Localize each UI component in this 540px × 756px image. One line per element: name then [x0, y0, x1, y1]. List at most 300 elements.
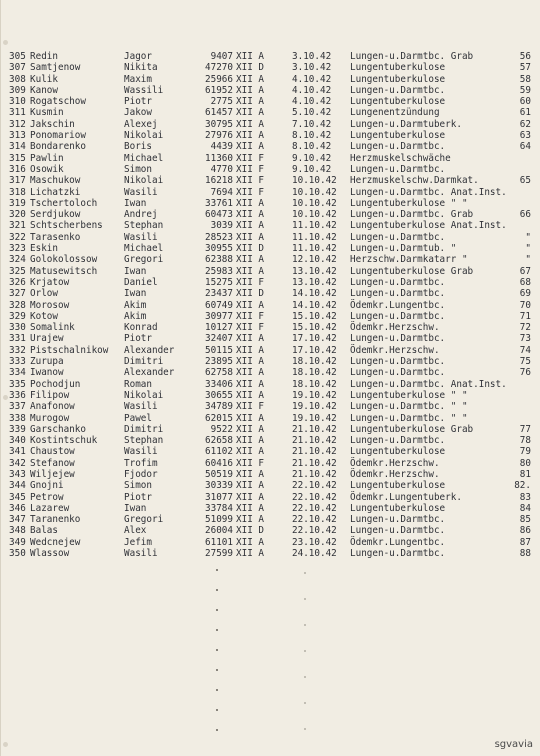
record-number: 344 [9, 480, 26, 492]
cause-of-death: Lungentuberkulose Grab [350, 423, 474, 435]
record-number: 325 [9, 265, 26, 277]
page-reference: 75 [519, 356, 531, 368]
camp-code: XII F [236, 152, 264, 164]
date-of-death: 15.10.42 [292, 322, 337, 334]
prisoner-id: 62015 [205, 412, 233, 424]
cause-of-death: Ödemkr.Lungentbc. [350, 299, 446, 311]
camp-code: XII F [236, 401, 264, 413]
surname: Samtjenow [30, 62, 81, 74]
record-row [9, 503, 539, 514]
surname: Lazarew [30, 502, 70, 514]
camp-code: XII A [236, 548, 264, 560]
page-reference: 81 [519, 468, 531, 480]
record-row [9, 220, 539, 231]
prisoner-id: 33761 [205, 197, 233, 209]
cause-of-death: Lungen-u.Darmtbc. [350, 231, 446, 243]
record-row [9, 119, 539, 130]
surname: Gnojni [30, 480, 64, 492]
record-number: 349 [9, 536, 26, 548]
record-row [9, 51, 539, 62]
surname: Pistschalnikow [30, 344, 109, 356]
record-number: 343 [9, 468, 26, 480]
page-reference: 66 [519, 209, 531, 221]
record-number: 332 [9, 344, 26, 356]
surname: Osowik [30, 163, 64, 175]
surname: Matusewitsch [30, 265, 98, 277]
date-of-death: 15.10.42 [292, 310, 337, 322]
given-name: Wasili [124, 401, 158, 413]
record-number: 340 [9, 435, 26, 447]
surname: Redin [30, 51, 58, 62]
cause-of-death: Lungen-u.Darmtbc. Grab [350, 209, 474, 221]
surname: Petrow [30, 491, 64, 503]
record-row [9, 164, 539, 175]
given-name: Andrej [124, 209, 158, 221]
date-of-death: 21.10.42 [292, 457, 337, 469]
prisoner-id: 60749 [205, 299, 233, 311]
record-number: 341 [9, 446, 26, 458]
record-number: 319 [9, 197, 26, 209]
camp-code: XII A [236, 378, 264, 390]
date-of-death: 11.10.42 [292, 231, 337, 243]
camp-code: XII F [236, 163, 264, 175]
record-number: 310 [9, 96, 26, 108]
page-reference: 57 [519, 62, 531, 74]
cause-of-death: Lungentuberkulose [350, 480, 446, 492]
page-reference: 82. [514, 480, 531, 492]
cause-of-death: Lungenentzündung [350, 107, 440, 119]
prisoner-id: 31077 [205, 491, 233, 503]
prisoner-id: 4770 [210, 163, 233, 175]
surname: Golokolossow [30, 254, 98, 266]
prisoner-id: 10127 [205, 322, 233, 334]
cause-of-death: Lungen-u.Darmtbc. [350, 163, 446, 175]
given-name: Dimitri [124, 423, 164, 435]
surname: Tarasenko [30, 231, 81, 243]
cause-of-death: Lungentuberkulose [350, 73, 446, 85]
page-reference: 65 [519, 175, 531, 187]
prisoner-id: 32407 [205, 333, 233, 345]
record-number: 323 [9, 243, 26, 255]
record-row [9, 85, 539, 96]
page-reference: 71 [519, 310, 531, 322]
cause-of-death: Lungentuberkulose [350, 446, 446, 458]
prisoner-id: 30955 [205, 243, 233, 255]
cause-of-death: Herzmuskelschw.Darmkat. [350, 175, 479, 187]
prisoner-id: 26004 [205, 525, 233, 537]
record-row [9, 311, 539, 322]
record-number: 317 [9, 175, 26, 187]
surname: Balas [30, 525, 58, 537]
page-reference: 87 [519, 536, 531, 548]
record-number: 333 [9, 356, 26, 368]
record-row [9, 266, 539, 277]
record-row [9, 141, 539, 152]
cause-of-death: Lungen-u.Darmtbc. [350, 84, 446, 96]
page-reference: 67 [519, 265, 531, 277]
date-of-death: 4.10.42 [292, 73, 332, 85]
record-row [9, 322, 539, 333]
date-of-death: 18.10.42 [292, 378, 337, 390]
record-row [9, 187, 539, 198]
given-name: Alexander [124, 344, 175, 356]
camp-code: XII A [236, 502, 264, 514]
cause-of-death: Lungentuberkulose Grab [350, 265, 474, 277]
record-row [9, 367, 539, 378]
prisoner-id: 60416 [205, 457, 233, 469]
record-row [9, 130, 539, 141]
cause-of-death: Herzmuskelschwäche [350, 152, 451, 164]
given-name: Nikolai [124, 130, 164, 142]
record-row [9, 492, 539, 503]
given-name: Pawel [124, 412, 152, 424]
record-row [9, 254, 539, 265]
cause-of-death: Ödemkr.Herzschw. [350, 468, 440, 480]
prisoner-id: 28523 [205, 231, 233, 243]
prisoner-id: 62388 [205, 254, 233, 266]
date-of-death: 17.10.42 [292, 344, 337, 356]
given-name: Iwan [124, 265, 147, 277]
record-number: 345 [9, 491, 26, 503]
surname: Pochodjun [30, 378, 81, 390]
cause-of-death: Lungen-u.Darmtbc. " " [350, 412, 468, 424]
date-of-death: 9.10.42 [292, 163, 332, 175]
camp-code: XII D [236, 525, 264, 537]
surname: Kotow [30, 310, 58, 322]
page-reference: 77 [519, 423, 531, 435]
given-name: Dimitri [124, 356, 164, 368]
date-of-death: 5.10.42 [292, 107, 332, 119]
date-of-death: 4.10.42 [292, 96, 332, 108]
cause-of-death: Lungen-u.Darmtbc. [350, 548, 446, 560]
date-of-death: 9.10.42 [292, 152, 332, 164]
date-of-death: 12.10.42 [292, 254, 337, 266]
date-of-death: 8.10.42 [292, 141, 332, 153]
camp-code: XII A [236, 333, 264, 345]
camp-code: XII A [236, 209, 264, 221]
given-name: Piotr [124, 491, 152, 503]
record-number: 326 [9, 276, 26, 288]
camp-code: XII A [236, 130, 264, 142]
record-number: 315 [9, 152, 26, 164]
surname: Orlow [30, 288, 58, 300]
page-reference: 62 [519, 118, 531, 130]
camp-code: XII A [236, 491, 264, 503]
page-reference: 76 [519, 367, 531, 379]
surname: Urajew [30, 333, 64, 345]
prisoner-id: 25966 [205, 73, 233, 85]
record-row [9, 96, 539, 107]
cause-of-death: Lungen-u.Darmtbc. [350, 276, 446, 288]
given-name: Iwan [124, 197, 147, 209]
record-number: 305 [9, 51, 26, 62]
record-row [9, 198, 539, 209]
record-row [9, 288, 539, 299]
prisoner-id: 25983 [205, 265, 233, 277]
date-of-death: 13.10.42 [292, 265, 337, 277]
cause-of-death: Ödemkr.Herzschw. [350, 344, 440, 356]
cause-of-death: Lungen-u.Darmtbc. [350, 333, 446, 345]
surname: Murogow [30, 412, 70, 424]
given-name: Michael [124, 152, 164, 164]
given-name: Stephan [124, 435, 164, 447]
camp-code: XII F [236, 310, 264, 322]
prisoner-id: 15275 [205, 276, 233, 288]
date-of-death: 11.10.42 [292, 220, 337, 232]
given-name: Fjodor [124, 468, 158, 480]
page-reference: 69 [519, 288, 531, 300]
prisoner-id: 9407 [210, 51, 233, 62]
record-row [9, 424, 539, 435]
cause-of-death: Lungen-u.Darmtbc. Grab [350, 51, 474, 62]
date-of-death: 21.10.42 [292, 435, 337, 447]
page-reference: 88 [519, 548, 531, 560]
record-row [9, 469, 539, 480]
record-number: 321 [9, 220, 26, 232]
surname: Krjatow [30, 276, 70, 288]
cause-of-death: Lungen-u.Darmtbc. [350, 356, 446, 368]
prisoner-id: 27976 [205, 130, 233, 142]
surname: Serdjukow [30, 209, 81, 221]
given-name: Piotr [124, 333, 152, 345]
surname: Wiljejew [30, 468, 75, 480]
record-row [9, 277, 539, 288]
prisoner-id: 27599 [205, 548, 233, 560]
camp-code: XII A [236, 107, 264, 119]
camp-code: XII A [236, 412, 264, 424]
camp-code: XII A [236, 435, 264, 447]
record-row [9, 175, 539, 186]
record-number: 318 [9, 186, 26, 198]
record-row [9, 74, 539, 85]
cause-of-death: Lungentuberkulose Anat.Inst. [350, 220, 507, 232]
watermark-text: sgvavia [494, 739, 533, 750]
camp-code: XII D [236, 62, 264, 74]
record-row [9, 548, 539, 559]
record-number: 311 [9, 107, 26, 119]
given-name: Daniel [124, 276, 158, 288]
record-row [9, 514, 539, 525]
given-name: Boris [124, 141, 152, 153]
given-name: Jagor [124, 51, 152, 62]
record-number: 312 [9, 118, 26, 130]
prisoner-id: 4439 [210, 141, 233, 153]
date-of-death: 10.10.42 [292, 197, 337, 209]
cause-of-death: Herzschw.Darmkatarr " [350, 254, 468, 266]
prisoner-id: 34789 [205, 401, 233, 413]
record-row [9, 413, 539, 424]
prisoner-id: 30795 [205, 118, 233, 130]
cause-of-death: Lungen-u.Darmtbc. Anat.Inst. [350, 378, 507, 390]
surname: Morosow [30, 299, 70, 311]
record-row [9, 62, 539, 73]
page-reference: " [525, 254, 531, 266]
record-number: 327 [9, 288, 26, 300]
date-of-death: 21.10.42 [292, 423, 337, 435]
given-name: Stephan [124, 220, 164, 232]
given-name: Alex [124, 525, 147, 537]
date-of-death: 3.10.42 [292, 62, 332, 74]
surname: Kulik [30, 73, 58, 85]
page-reference: 64 [519, 141, 531, 153]
given-name: Alexander [124, 367, 175, 379]
date-of-death: 21.10.42 [292, 446, 337, 458]
cause-of-death: Ödemkr.Lungentbc. [350, 536, 446, 548]
date-of-death: 19.10.42 [292, 401, 337, 413]
record-number: 328 [9, 299, 26, 311]
date-of-death: 14.10.42 [292, 288, 337, 300]
cause-of-death: Lungentuberkulose [350, 96, 446, 108]
punch-hole [3, 395, 8, 400]
given-name: Iwan [124, 502, 147, 514]
record-row [9, 446, 539, 457]
given-name: Simon [124, 163, 152, 175]
camp-code: XII A [236, 51, 264, 62]
date-of-death: 22.10.42 [292, 480, 337, 492]
surname: Kusmin [30, 107, 64, 119]
cause-of-death: Lungentuberkulose [350, 130, 446, 142]
cause-of-death: Lungentuberkulose [350, 62, 446, 74]
surname: Stefanow [30, 457, 75, 469]
date-of-death: 24.10.42 [292, 548, 337, 560]
given-name: Wassili [124, 84, 164, 96]
camp-code: XII A [236, 197, 264, 209]
surname: Filipow [30, 389, 70, 401]
camp-code: XII A [236, 514, 264, 526]
cause-of-death: Lungentuberkulose [350, 502, 446, 514]
cause-of-death: Lungen-u.Darmtbc. [350, 514, 446, 526]
page-reference: 56 [519, 51, 531, 62]
date-of-death: 18.10.42 [292, 367, 337, 379]
record-number: 337 [9, 401, 26, 413]
date-of-death: 8.10.42 [292, 130, 332, 142]
record-row [9, 300, 539, 311]
given-name: Wasili [124, 548, 158, 560]
given-name: Wasili [124, 186, 158, 198]
camp-code: XII A [236, 536, 264, 548]
surname: Kostintschuk [30, 435, 98, 447]
camp-code: XII A [236, 299, 264, 311]
record-row [9, 458, 539, 469]
page-reference: 84 [519, 502, 531, 514]
cause-of-death: Lungen-u.Darmtbc. Anat.Inst. [350, 186, 507, 198]
prisoner-id: 62658 [205, 435, 233, 447]
record-row [9, 480, 539, 491]
prisoner-id: 61952 [205, 84, 233, 96]
surname: Lichatzki [30, 186, 81, 198]
surname: Eskin [30, 243, 58, 255]
surname: Somalink [30, 322, 75, 334]
camp-code: XII A [236, 73, 264, 85]
record-number: 336 [9, 389, 26, 401]
date-of-death: 22.10.42 [292, 525, 337, 537]
surname: Schtscherbens [30, 220, 103, 232]
date-of-death: 13.10.42 [292, 276, 337, 288]
record-row [9, 153, 539, 164]
given-name: Gregori [124, 514, 164, 526]
camp-code: XII A [236, 344, 264, 356]
prisoner-id: 47270 [205, 62, 233, 74]
camp-code: XII A [236, 265, 264, 277]
prisoner-id: 33406 [205, 378, 233, 390]
camp-code: XII A [236, 480, 264, 492]
prisoner-id: 30655 [205, 389, 233, 401]
surname: Wlassow [30, 548, 70, 560]
record-number: 334 [9, 367, 26, 379]
record-number: 308 [9, 73, 26, 85]
prisoner-id: 60473 [205, 209, 233, 221]
given-name: Trofim [124, 457, 158, 469]
camp-code: XII A [236, 389, 264, 401]
given-name: Konrad [124, 322, 158, 334]
given-name: Gregori [124, 254, 164, 266]
date-of-death: 23.10.42 [292, 536, 337, 548]
prisoner-id: 61102 [205, 446, 233, 458]
given-name: Nikolai [124, 389, 164, 401]
given-name: Iwan [124, 288, 147, 300]
record-number: 348 [9, 525, 26, 537]
camp-code: XII F [236, 276, 264, 288]
date-of-death: 10.10.42 [292, 209, 337, 221]
date-of-death: 22.10.42 [292, 514, 337, 526]
date-of-death: 10.10.42 [292, 175, 337, 187]
record-number: 314 [9, 141, 26, 153]
page-reference: 78 [519, 435, 531, 447]
record-list [9, 51, 539, 559]
camp-code: XII A [236, 468, 264, 480]
page-reference: 60 [519, 96, 531, 108]
prisoner-id: 9522 [210, 423, 233, 435]
record-row [9, 537, 539, 548]
cause-of-death: Lungen-u.Darmtbc. [350, 288, 446, 300]
prisoner-id: 30339 [205, 480, 233, 492]
surname: Maschukow [30, 175, 81, 187]
given-name: Michael [124, 243, 164, 255]
date-of-death: 19.10.42 [292, 389, 337, 401]
record-row [9, 107, 539, 118]
date-of-death: 10.10.42 [292, 186, 337, 198]
surname: Iwanow [30, 367, 64, 379]
page-reference: 86 [519, 525, 531, 537]
record-number: 329 [9, 310, 26, 322]
record-number: 313 [9, 130, 26, 142]
record-number: 307 [9, 62, 26, 74]
page-reference: " [525, 231, 531, 243]
prisoner-id: 23437 [205, 288, 233, 300]
record-number: 339 [9, 423, 26, 435]
cause-of-death: Lungentuberkulose " " [350, 389, 468, 401]
date-of-death: 22.10.42 [292, 491, 337, 503]
record-row [9, 243, 539, 254]
prisoner-id: 51099 [205, 514, 233, 526]
record-number: 316 [9, 163, 26, 175]
given-name: Simon [124, 480, 152, 492]
prisoner-id: 23895 [205, 356, 233, 368]
record-row [9, 356, 539, 367]
record-number: 346 [9, 502, 26, 514]
record-number: 338 [9, 412, 26, 424]
prisoner-id: 30977 [205, 310, 233, 322]
record-number: 342 [9, 457, 26, 469]
record-number: 322 [9, 231, 26, 243]
record-row [9, 209, 539, 220]
date-of-death: 7.10.42 [292, 118, 332, 130]
given-name: Akim [124, 299, 147, 311]
date-of-death: 4.10.42 [292, 84, 332, 96]
prisoner-id: 7694 [210, 186, 233, 198]
surname: Pawlin [30, 152, 64, 164]
camp-code: XII A [236, 220, 264, 232]
